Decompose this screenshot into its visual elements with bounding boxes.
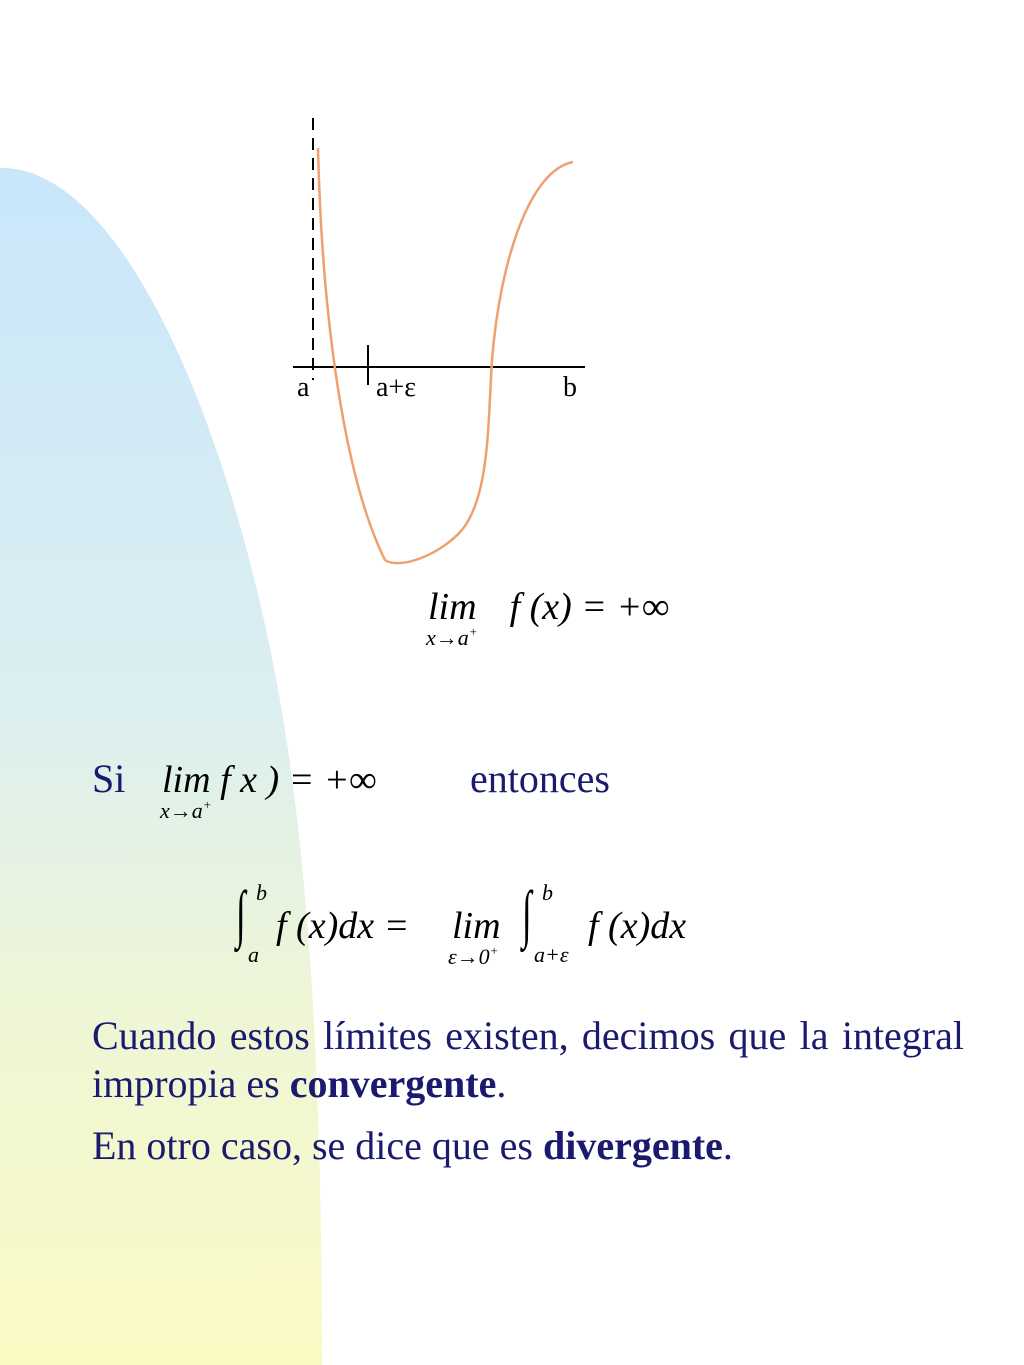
limit-subscript: x→a+	[426, 624, 478, 650]
axis-label-b: b	[563, 372, 577, 403]
axis-label-a-eps: a+ε	[376, 372, 416, 403]
integral-limit-subscript: ε→0+	[448, 943, 499, 969]
condition-body: x ) = +∞	[240, 759, 377, 801]
integrand-2: f (x)dx	[588, 905, 687, 947]
integral-sign-2: ∫	[522, 878, 532, 949]
condition-f: f	[220, 759, 231, 801]
integral-equation	[236, 878, 796, 972]
integral-upper-2: b	[542, 880, 553, 905]
integral-upper-1: b	[256, 880, 267, 905]
integral-lower-1: a	[248, 942, 259, 967]
limit-body: f (x) = +∞	[509, 586, 670, 628]
limit-operator: lim x→a+	[426, 586, 478, 650]
divergente-term: divergente	[542, 1123, 723, 1168]
integrand-1: f (x)dx =	[276, 905, 410, 947]
integral-sign-1: ∫	[236, 878, 246, 949]
function-curve	[318, 148, 573, 563]
condition-limit-operator: lim x→a+	[160, 759, 212, 823]
integral-limit-operator: lim	[452, 905, 501, 947]
integral-lower-2: a+ε	[534, 942, 569, 967]
condition-formula	[160, 758, 377, 823]
axis-label-a: a	[297, 372, 310, 403]
convergence-paragraph: Cuando estos límites existen, decimos que la integral impropia es convergente.	[92, 1013, 964, 1106]
condition-limit-subscript: x→a+	[160, 797, 212, 823]
convergente-term: convergente	[289, 1061, 497, 1106]
si-label: Si	[92, 756, 126, 801]
limit-formula	[426, 585, 670, 650]
divergence-paragraph: En otro caso, se dice que es divergente.	[92, 1123, 733, 1168]
entonces-label: entonces	[470, 756, 610, 801]
